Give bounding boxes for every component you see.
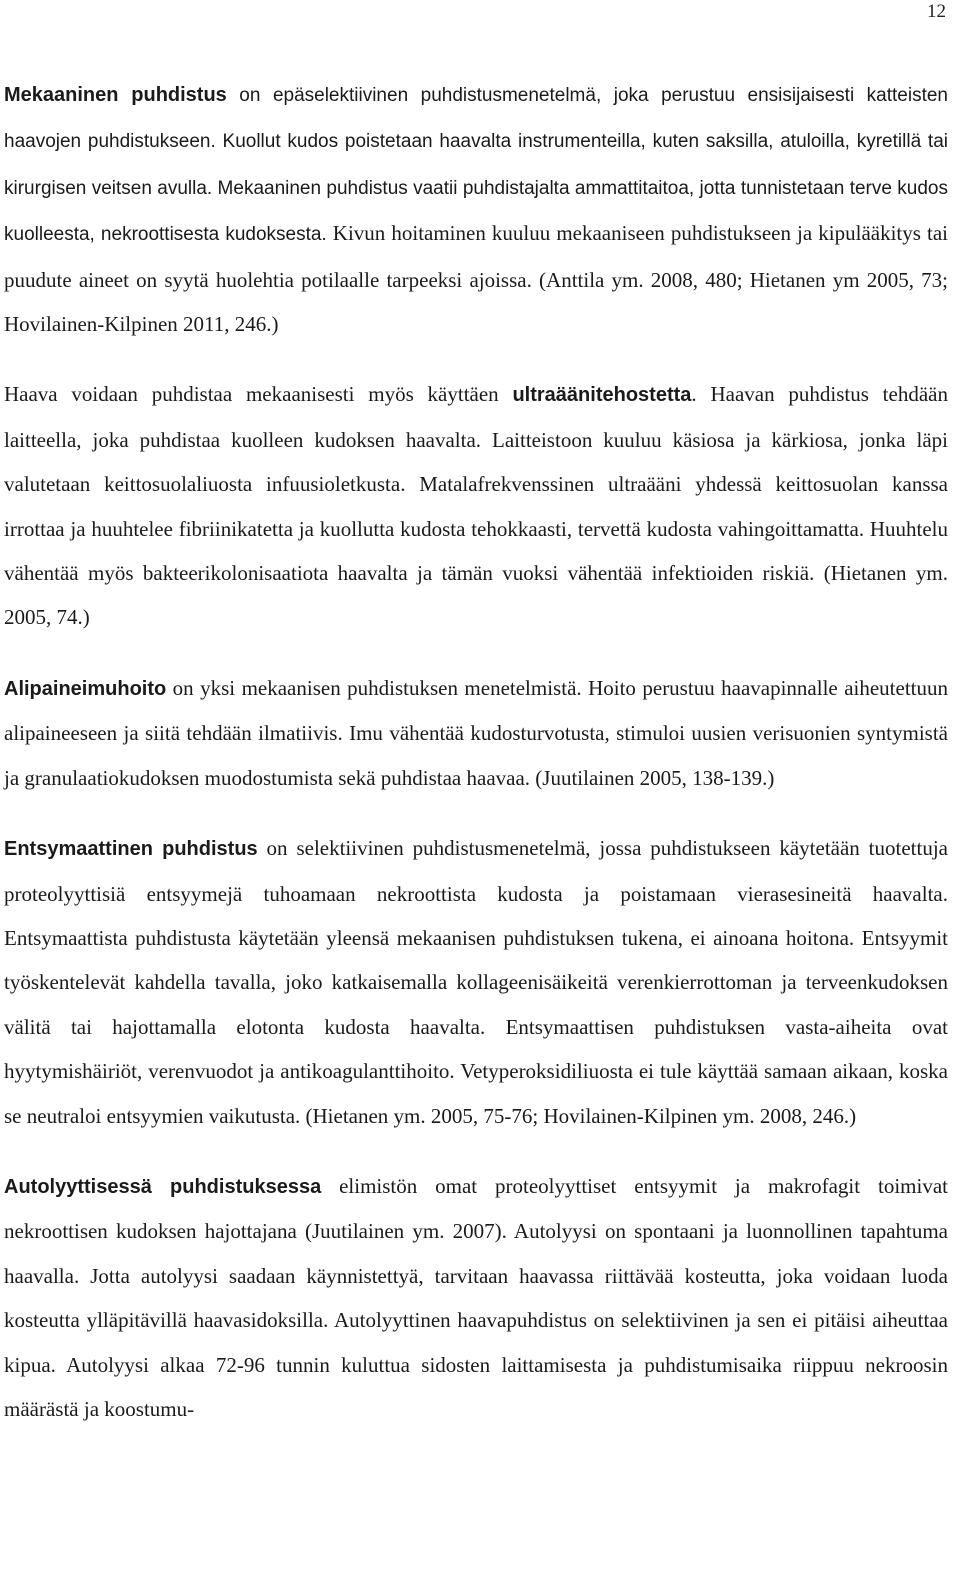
paragraph-ultrasound — [4, 372, 948, 639]
paragraph-negative-pressure — [4, 666, 948, 800]
term-ultrasound: ultraäänitehostetta — [512, 384, 692, 407]
term-autolytic: Autolyyttisessä puhdistuksessa — [4, 1175, 322, 1198]
paragraph-text: on yksi mekaanisen puhdistuksen menetelmistä. Hoito perustuu haavapinnalle aiheutettuun alipaineeseen ja siitä tehdään ilmatiivis. Imu vähentää kudosturvotusta, stimuloi uusien verisuonien syntymistä ja granulaatiokudoksen muodostumista sekä puhdistaa haavaa. (Juutilainen 2005, 138-139.) — [4, 675, 948, 790]
paragraph-text: on epäselektiivinen puhdistusmenetelmä, joka perustuu ensisijaisesti katteisten haavojen puhdistukseen. Kuollut kudos poistetaan haavalta instrumenteilla, kuten saksilla, atuloilla, kyretillä tai kirurgisen veitsen avulla. Mekaaninen puhdistus vaatii puhdistajalta ammattitaitoa, jotta tunnistetaan terve kudos kuolleesta, nekroottisesta kudoksesta. — [4, 85, 948, 246]
paragraph-enzymatic — [4, 826, 948, 1138]
paragraph-autolytic — [4, 1164, 948, 1431]
paragraph-text: elimistön omat proteolyyttiset entsyymit ja makrofagit toimivat nekroottisen kudoksen hajottajana (Juutilainen ym. 2007). Autolyysi on spontaani ja luonnollinen tapahtuma haavalla. Jotta autolyysi saadaan käynnistettyä, tarvitaan haavassa riittävää kosteutta, joka voidaan luoda kosteutta ylläpitävillä haavasidoksilla. Autolyyttinen haavapuhdistus on selektiivinen ja sen ei pitäisi aiheuttaa kipua. Autolyysi alkaa 72-96 tunnin kuluttua sidosten laittamisesta ja puhdistumisaika riippuu nekroosin määrästä ja koostumu- — [4, 1173, 948, 1421]
page-number: 12 — [927, 1, 946, 22]
term-enzymatic: Entsymaattinen puhdistus — [4, 838, 258, 861]
paragraph-lead-text: Haava voidaan puhdistaa mekaanisesti myös käyttäen — [4, 382, 513, 407]
term-mechanical-cleansing: Mekaaninen puhdistus — [4, 84, 227, 106]
term-negative-pressure: Alipaineimuhoito — [4, 677, 167, 700]
document-body — [4, 72, 948, 1457]
paragraph-text: . Haavan puhdistus tehdään laitteella, joka puhdistaa kuolleen kudoksen haavalta. Laitteistoon kuuluu käsiosa ja kärkiosa, jonka läpi valutetaan keittosuolaliuosta infuusioletkusta. Matalafrekvenssinen ultraääni yhdessä keittosuolan kanssa irrottaa ja huuhtelee fibriinikatetta ja kuollutta kudosta tehokkaasti, tervettä kudosta vahingoittamatta. Huuhtelu vähentää myös bakteerikolonisaatiota haavalta ja tämän vuoksi vähentää infektioiden riskiä. (Hietanen ym. 2005, 74.) — [4, 382, 948, 630]
paragraph-text: on selektiivinen puhdistusmenetelmä, jossa puhdistukseen käytetään tuotettuja proteolyyttisiä entsyymejä tuhoamaan nekroottista kudosta ja poistamaan vierasesineitä haavalta. Entsymaattista puhdistusta käytetään yleensä mekaanisen puhdistuksen tukena, ei ainoana hoitona. Entsyymit työskentelevät kahdella tavalla, joko katkaisemalla kollageenisäikeitä verenkierrottoman ja terveenkudoksen välitä tai hajottamalla elotonta kudosta haavalta. Entsymaattisen puhdistuksen vasta-aiheita ovat hyytymishäiriöt, verenvuodot ja antikoagulanttihoito. Vetyperoksidiliuosta ei tule käyttää samaan aikaan, koska se neutraloi entsyymien vaikutusta. (Hietanen ym. 2005, 75-76; Hovilainen-Kilpinen ym. 2008, 246.) — [4, 836, 948, 1128]
paragraph-text: Kivun hoitaminen kuuluu mekaaniseen puhdistukseen ja kipulääkitys tai puudute aineet on syytä huolehtia potilaalle tarpeeksi ajoissa. (Anttila ym. 2008, 480; Hietanen ym 2005, 73; Hovilainen-Kilpinen 2011, 246.) — [4, 221, 948, 337]
paragraph-mechanical-cleansing — [4, 72, 948, 346]
